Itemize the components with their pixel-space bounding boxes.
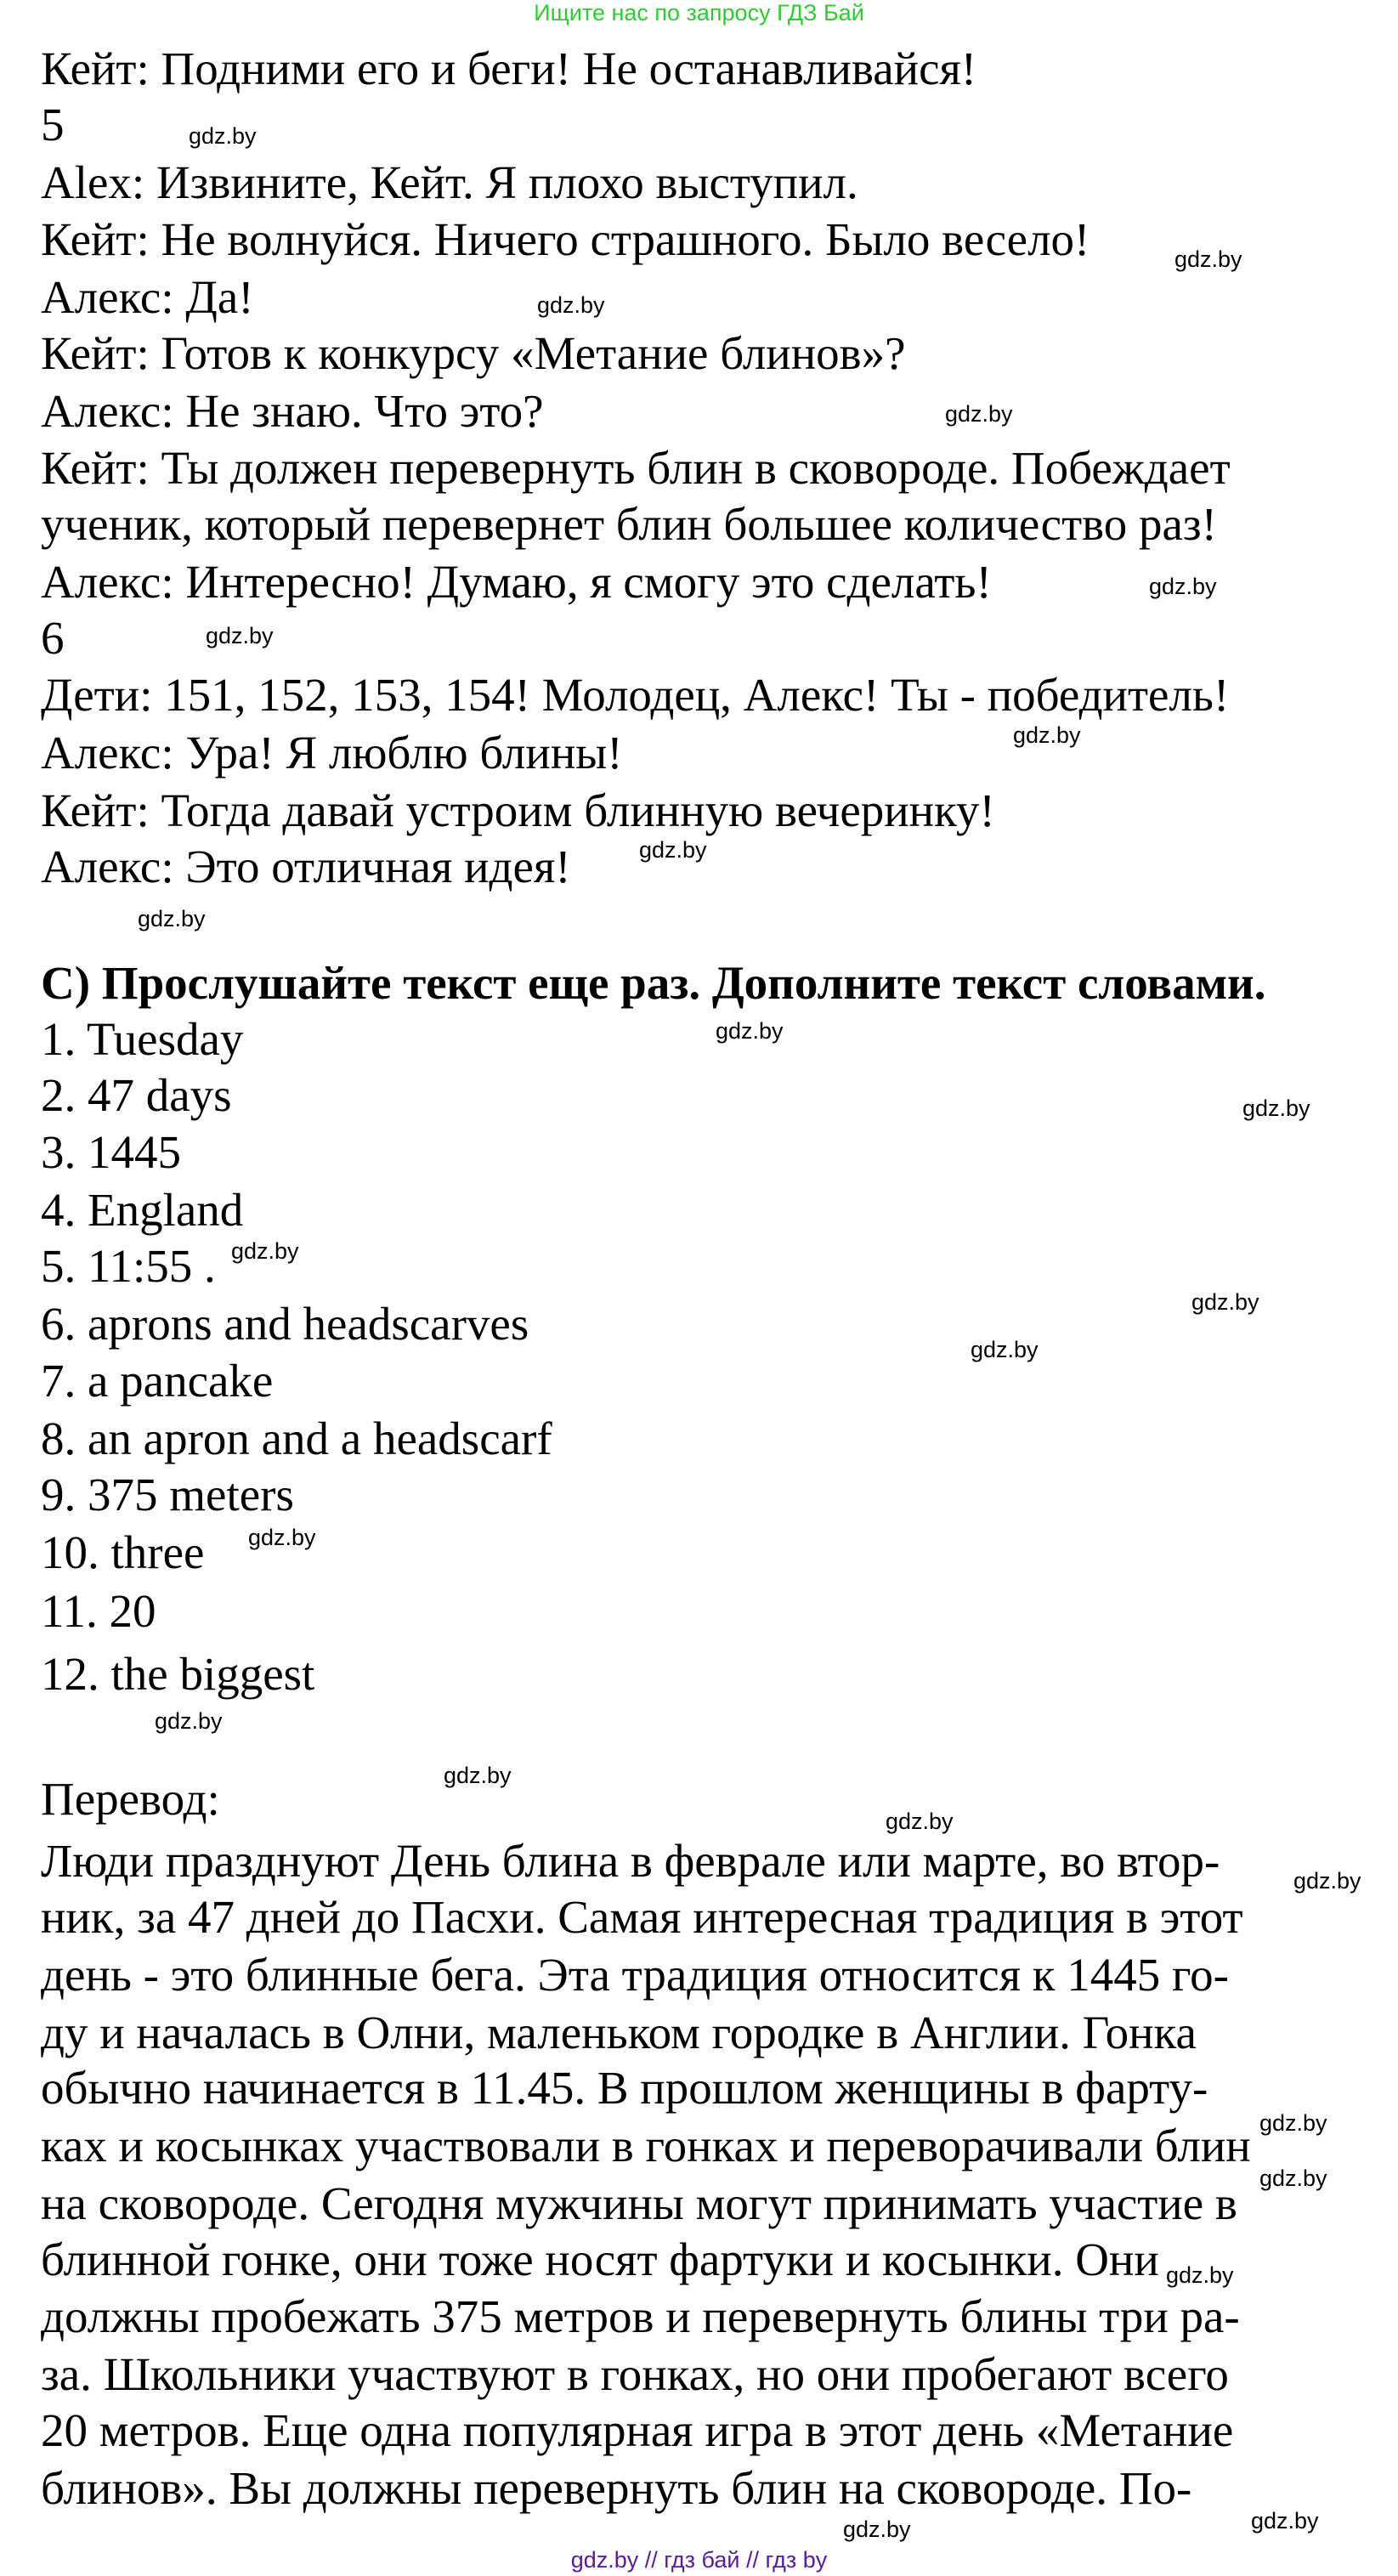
text-line: на сковороде. Сегодня мужчины могут принимать участие в (41, 2177, 1237, 2229)
text-line: Перевод: (41, 1772, 220, 1825)
text-line: Алекс: Не знаю. Что это? (41, 384, 544, 437)
text-line: блинной гонке, они тоже носят фартуки и косынки. Они (41, 2233, 1159, 2285)
watermark: gdz.by (1166, 2262, 1234, 2288)
text-line: 5. 11:55 . (41, 1239, 216, 1292)
text-line: 5 (41, 98, 65, 150)
text-line: 7. a pancake (41, 1355, 274, 1407)
text-line: ках и косынках участвовали в гонках и переворачивали блин (41, 2120, 1251, 2172)
text-line: ученик, который перевернет блин большее количество раз! (41, 498, 1217, 551)
watermark: gdz.by (444, 1763, 512, 1789)
text-line: 1. Tuesday (41, 1012, 244, 1065)
watermark: gdz.by (1259, 2109, 1327, 2136)
text-line: за. Школьники участвуют в гонках, но они пробегают всего (41, 2348, 1229, 2401)
text-line: Alex: Извините, Кейт. Я плохо выступил. (41, 156, 858, 208)
text-line: 10. three (41, 1526, 205, 1578)
text-line: блинов». Вы должны перевернуть блин на сковороде. По- (41, 2461, 1192, 2514)
watermark: gdz.by (1259, 2166, 1327, 2192)
watermark: gdz.by (1242, 1095, 1310, 1121)
text-line: Кейт: Подними его и беги! Не останавливайся! (41, 42, 977, 95)
text-line: 8. an apron and a headscarf (41, 1413, 552, 1465)
watermark: gdz.by (138, 906, 206, 932)
text-line: обычно начинается в 11.45. В прошлом женщины в фарту- (41, 2062, 1208, 2115)
text-line: Кейт: Готов к конкурсу «Метание блинов»? (41, 326, 906, 379)
watermark: gdz.by (716, 1017, 784, 1044)
watermark: gdz.by (189, 123, 257, 150)
watermark: gdz.by (206, 623, 274, 649)
watermark: gdz.by (843, 2517, 911, 2543)
watermark: gdz.by (945, 401, 1013, 427)
text-line: 11. 20 (41, 1585, 156, 1638)
watermark: gdz.by (1191, 1289, 1259, 1316)
text-line: Алекс: Интересно! Думаю, я смогу это сделать! (41, 555, 992, 608)
text-line: Алекс: Ура! Я люблю блины! (41, 727, 623, 779)
text-line: Дети: 151, 152, 153, 154! Молодец, Алекс! Ты - победитель! (41, 669, 1230, 722)
text-line: Кейт: Тогда давай устроим блинную вечеринку! (41, 784, 995, 836)
text-line: 2. 47 days (41, 1068, 232, 1121)
section-heading: C) Прослушайте текст еще раз. Дополните текст словами. (41, 957, 1266, 1010)
text-line: 6. aprons and headscarves (41, 1297, 529, 1350)
text-line: Кейт: Не волнуйся. Ничего страшного. Было весело! (41, 213, 1090, 266)
text-line: 12. the biggest (41, 1647, 315, 1700)
watermark: gdz.by (1149, 574, 1217, 600)
watermark: gdz.by (231, 1238, 299, 1265)
text-line: 6 (41, 611, 65, 664)
footer-banner: gdz.by // гдз бай // гдз by (570, 2547, 828, 2573)
watermark: gdz.by (886, 1809, 954, 1835)
text-line: 3. 1445 (41, 1126, 181, 1179)
header-banner: Ищите нас по запросу ГДЗ Бай (534, 0, 864, 25)
text-line: Кейт: Ты должен перевернуть блин в сковороде. Побеждает (41, 442, 1231, 495)
watermark: gdz.by (639, 836, 707, 863)
text-line: день - это блинные бега. Эта традиция относится к 1445 го- (41, 1948, 1229, 2001)
watermark: gdz.by (248, 1524, 316, 1550)
watermark: gdz.by (537, 292, 605, 319)
text-line: Алекс: Да! (41, 271, 254, 324)
watermark: gdz.by (971, 1337, 1039, 1363)
text-line: ник, за 47 дней до Пасхи. Самая интересная традиция в этот (41, 1891, 1243, 1944)
text-line: ду и началась в Олни, маленьком городке в Англии. Гонка (41, 2006, 1197, 2058)
watermark: gdz.by (155, 1708, 223, 1735)
text-line: 4. England (41, 1184, 244, 1237)
text-line: Люди празднуют День блина в феврале или марте, во втор- (41, 1835, 1220, 1888)
watermark: gdz.by (1013, 722, 1081, 748)
watermark: gdz.by (1293, 1868, 1361, 1894)
watermark: gdz.by (1251, 2507, 1319, 2534)
text-line: Алекс: Это отличная идея! (41, 840, 571, 892)
watermark: gdz.by (1174, 246, 1242, 273)
text-line: 20 метров. Еще одна популярная игра в этот день «Метание (41, 2403, 1234, 2456)
text-line: должны пробежать 375 метров и перевернуть блины три ра- (41, 2290, 1240, 2343)
text-line: 9. 375 meters (41, 1468, 294, 1520)
